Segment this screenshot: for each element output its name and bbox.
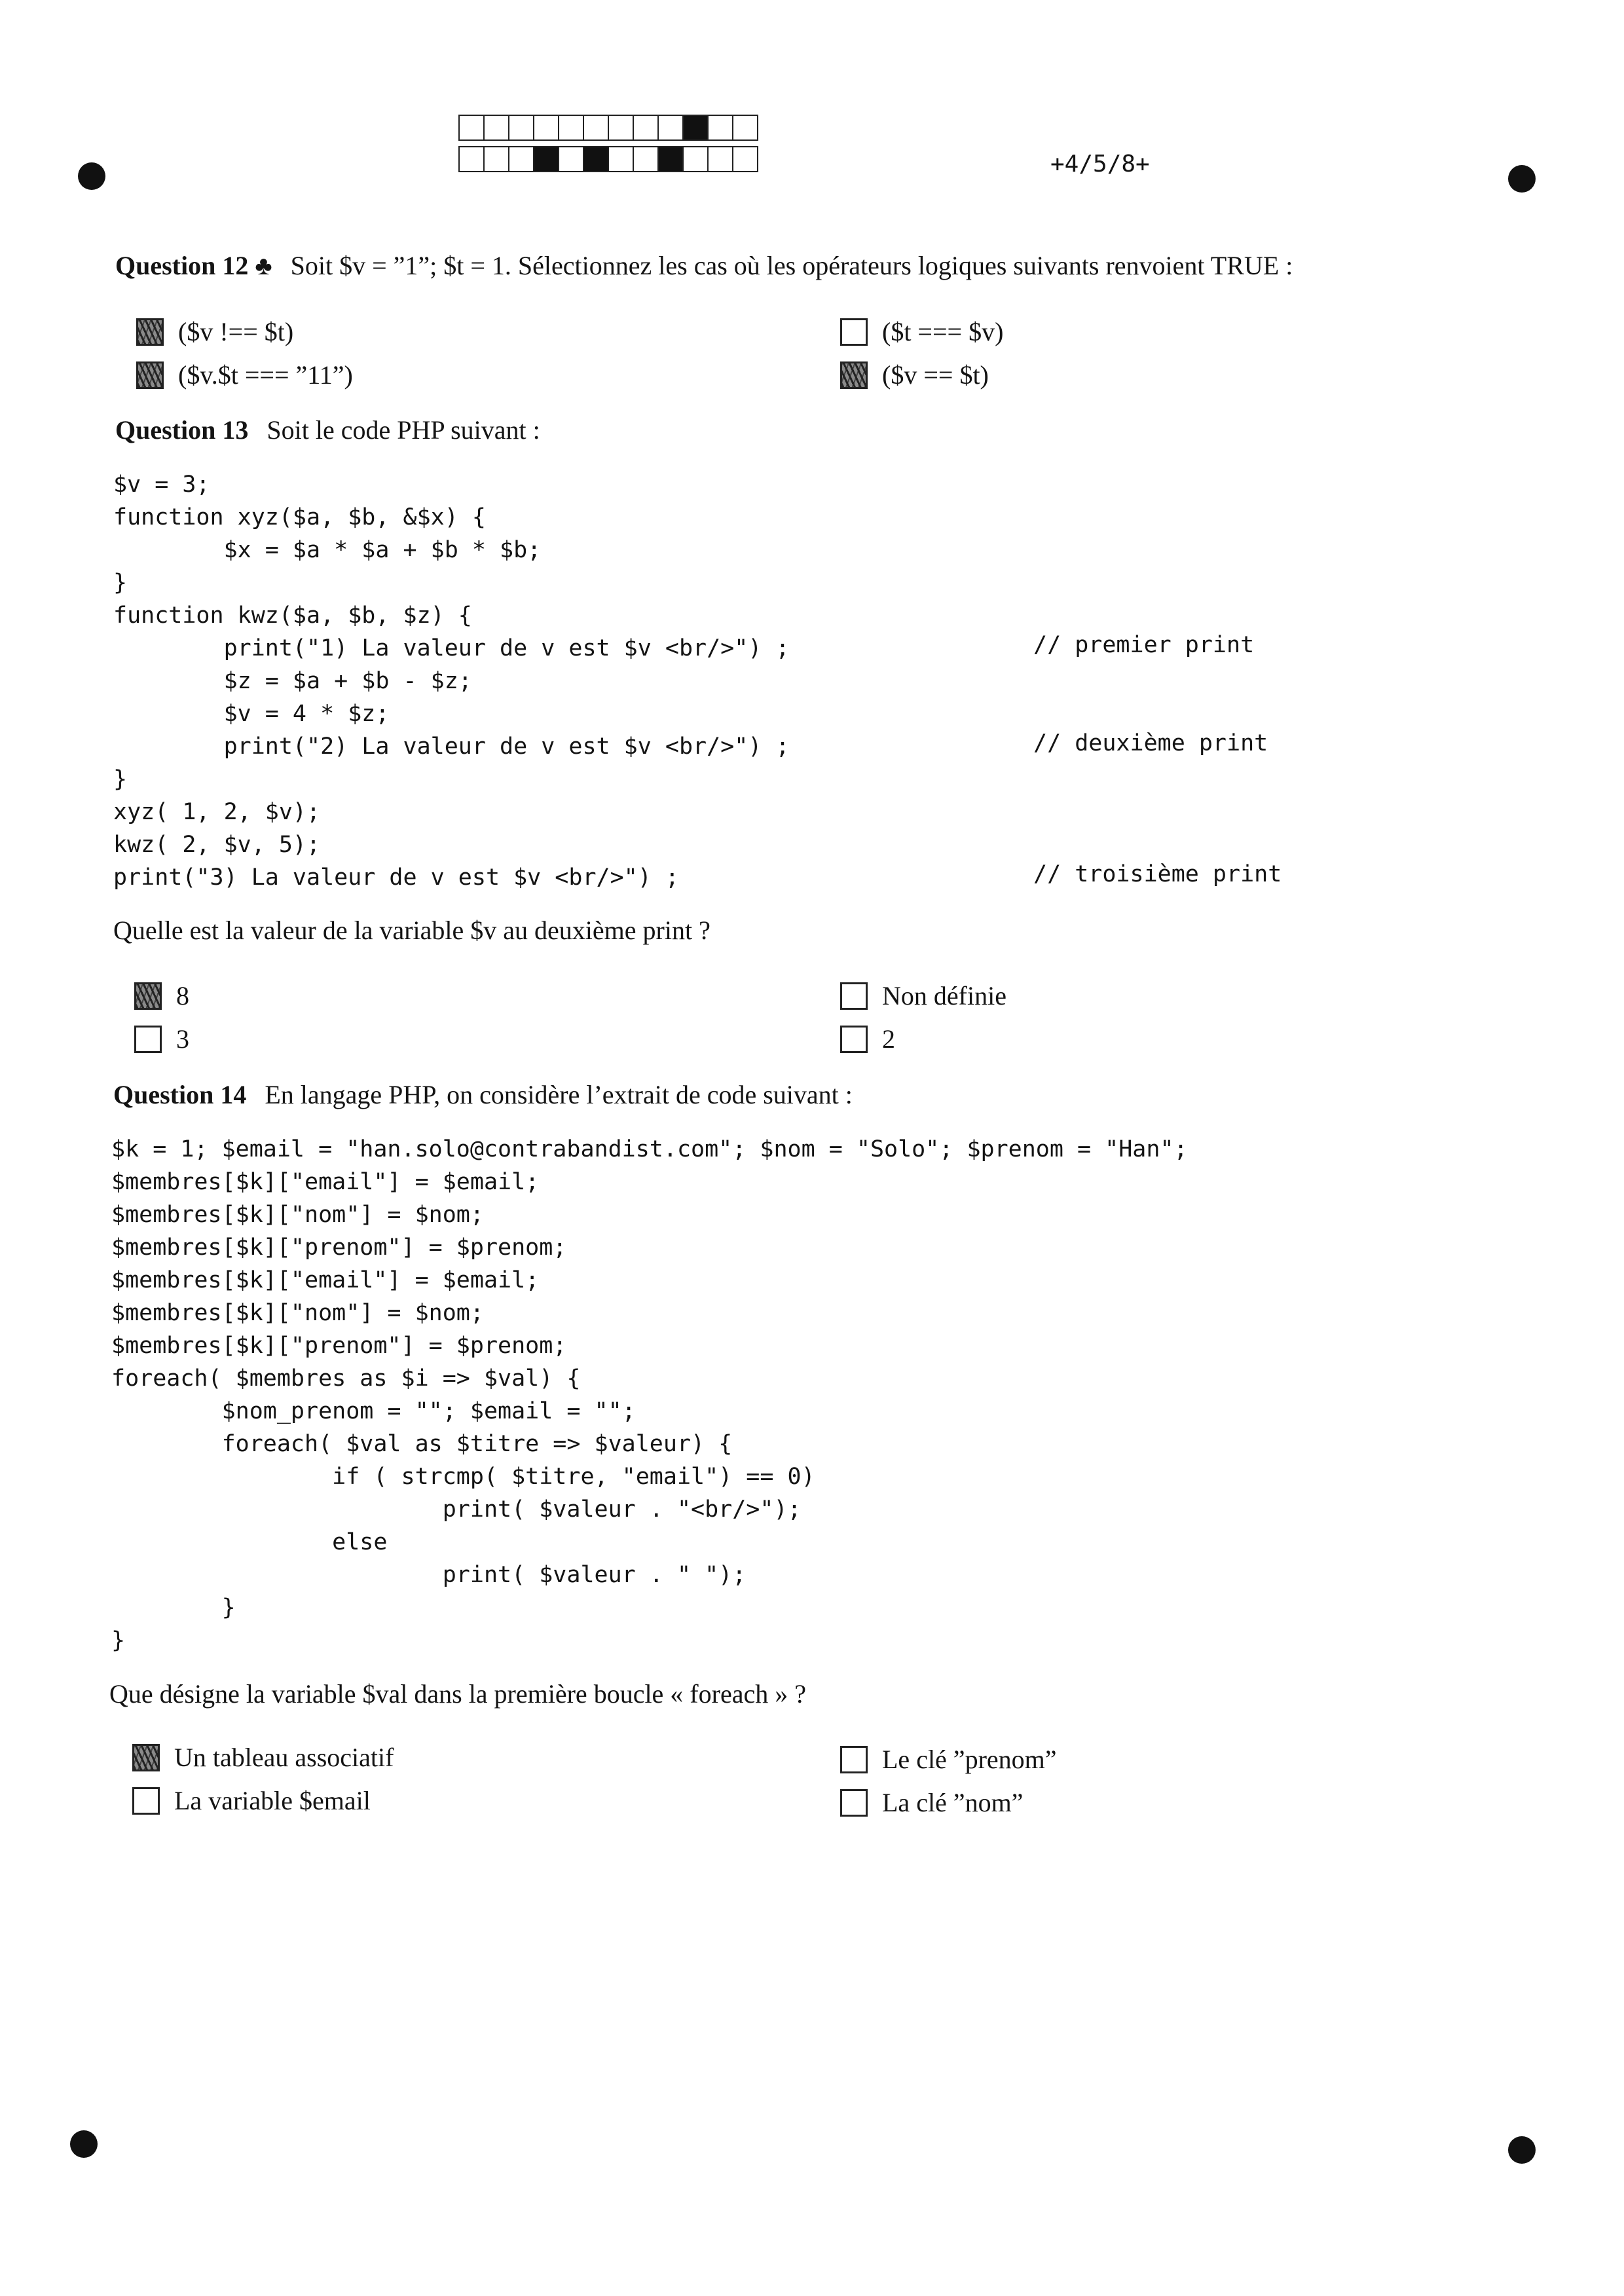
registration-mark-top-right (1508, 165, 1536, 193)
checkbox[interactable] (136, 318, 164, 346)
grid-cell (508, 146, 534, 172)
grid-cell (583, 115, 609, 141)
grid-cell (458, 115, 485, 141)
grid-cell (707, 115, 733, 141)
question-text: En langage PHP, on considère l’extrait de code suivant : (265, 1080, 853, 1109)
q13-code-block: $v = 3; function xyz($a, $b, &$x) { $x = $a * $a + $b * $b; } function kwz($a, $b, $z) { print("1) La valeur de v est $v <br/>") ; $z = $a + $b - $z; $v = 4 * $z; print("2) La valeur de v est $v <br/>") ; } xyz( 1, 2, $v); kwz( 2, $v, 5); print("3) La valeur de v est $v <br/>") ; (113, 472, 790, 891)
checkbox[interactable] (840, 361, 868, 389)
q14-option-3[interactable] (132, 1785, 371, 1816)
question-number: Question 13 (115, 415, 249, 445)
grid-cell (483, 115, 509, 141)
q13-option-1[interactable] (134, 980, 189, 1011)
option-label: 3 (176, 1024, 189, 1054)
grid-cell (732, 115, 758, 141)
checkbox[interactable] (840, 982, 868, 1010)
checkbox[interactable] (134, 1026, 162, 1053)
grid-cell (608, 115, 634, 141)
question-text: Soit le code PHP suivant : (267, 415, 540, 445)
grid-cell (533, 146, 559, 172)
registration-mark-top-left (78, 162, 105, 190)
grid-cell (458, 146, 485, 172)
option-label: Le clé ”prenom” (882, 1745, 1057, 1774)
checkbox[interactable] (134, 982, 162, 1010)
code-comment-1: // premier print (1033, 632, 1255, 658)
registration-mark-bottom-left (70, 2130, 98, 2158)
checkbox[interactable] (840, 1746, 868, 1773)
q12-option-3[interactable] (136, 360, 353, 390)
q12-option-1[interactable] (136, 316, 293, 347)
checkbox[interactable] (840, 1789, 868, 1817)
q14-question: Que désigne la variable $val dans la première boucle « foreach » ? (109, 1679, 806, 1709)
option-label: ($v !== $t) (178, 317, 294, 346)
grid-cell (633, 115, 659, 141)
q14-option-2[interactable] (840, 1744, 1057, 1775)
grid-cell (707, 146, 733, 172)
grid-cell (508, 115, 534, 141)
q12-option-2[interactable] (840, 316, 1003, 347)
q13-option-3[interactable] (134, 1024, 189, 1054)
grid-cell (682, 115, 709, 141)
option-label: La variable $email (174, 1786, 371, 1815)
checkbox[interactable] (840, 1026, 868, 1053)
option-label: ($v.$t === ”11”) (178, 360, 353, 390)
code-comment-3: // troisième print (1033, 861, 1282, 887)
grid-cell (608, 146, 634, 172)
code-comment-2: // deuxième print (1033, 730, 1268, 756)
checkbox[interactable] (132, 1744, 160, 1771)
option-label: Un tableau associatif (174, 1743, 394, 1772)
q14-option-4[interactable] (840, 1787, 1023, 1818)
registration-mark-bottom-right (1508, 2136, 1536, 2164)
grid-cell (483, 146, 509, 172)
question-12-header (115, 250, 1293, 281)
question-number: Question 14 (113, 1080, 247, 1109)
q13-option-4[interactable] (840, 1024, 895, 1054)
q14-option-1[interactable] (132, 1742, 394, 1773)
option-label: ($t === $v) (882, 317, 1004, 346)
checkbox[interactable] (840, 318, 868, 346)
grid-cell (533, 115, 559, 141)
grid-cell (633, 146, 659, 172)
page-identifier: +4/5/8+ (1050, 151, 1150, 177)
option-label: 8 (176, 981, 189, 1010)
option-label: La clé ”nom” (882, 1788, 1024, 1817)
checkbox[interactable] (136, 361, 164, 389)
question-14-header (113, 1079, 853, 1110)
q12-option-4[interactable] (840, 360, 989, 390)
option-label: 2 (882, 1024, 895, 1054)
option-label: ($v == $t) (882, 360, 989, 390)
grid-cell (558, 146, 584, 172)
question-13-header (115, 415, 540, 445)
q14-code-block: $k = 1; $email = "han.solo@contrabandist.com"; $nom = "Solo"; $prenom = "Han"; $membres[$k]["email"] = $email; $membres[$k]["nom"] = $nom; $membres[$k]["prenom"] = $prenom; $membres[$k]["email"] = $email; $membres[$k]["nom"] = $nom; $membres[$k]["prenom"] = $prenom; foreach( $membres as $i => $val) { $nom_prenom = ""; $email = ""; foreach( $val as $titre => $valeur) { if ( strcmp( $titre, "email") == 0) print( $valeur . "<br/>"); else print( $valeur . " "); } } (111, 1136, 1188, 1654)
grid-cell (583, 146, 609, 172)
q13-question: Quelle est la valeur de la variable $v au deuxième print ? (113, 916, 710, 945)
grid-cell (558, 115, 584, 141)
checkbox[interactable] (132, 1787, 160, 1815)
q13-option-2[interactable] (840, 980, 1006, 1011)
grid-cell (657, 146, 684, 172)
question-text: Soit $v = ”1”; $t = 1. Sélectionnez les cas où les opérateurs logiques suivants renvoient TRUE : (290, 251, 1293, 280)
option-label: Non définie (882, 981, 1006, 1010)
grid-cell (682, 146, 709, 172)
grid-cell (732, 146, 758, 172)
question-number: Question 12 ♣ (115, 251, 272, 280)
grid-cell (657, 115, 684, 141)
